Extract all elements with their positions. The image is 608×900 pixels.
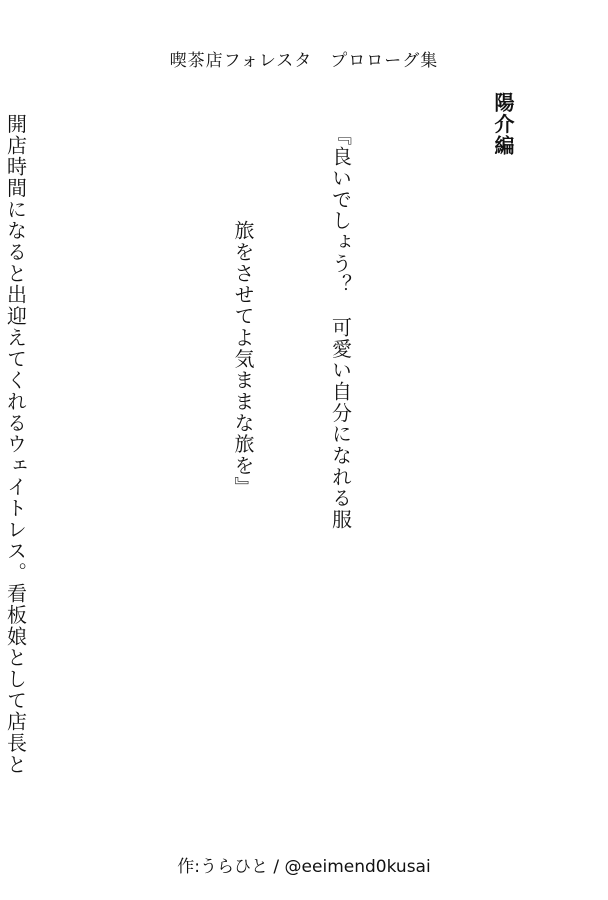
story-heading: 陽介編 — [491, 92, 515, 157]
story-body — [3, 92, 584, 832]
tagline-line: 旅をさせてよ気ままな旅を』 — [231, 92, 255, 498]
page-title: 喫茶店フォレスタ プロローグ集 — [169, 51, 439, 71]
tagline-line: 『良いでしょう？ 可愛い自分になれる服 — [328, 92, 353, 531]
author-credit: 作:うらひと / @eeimend0kusai — [177, 857, 431, 877]
paragraph-line: 開店時間になると出迎えてくれるウェイトレス。看板娘として店長と — [3, 92, 28, 776]
